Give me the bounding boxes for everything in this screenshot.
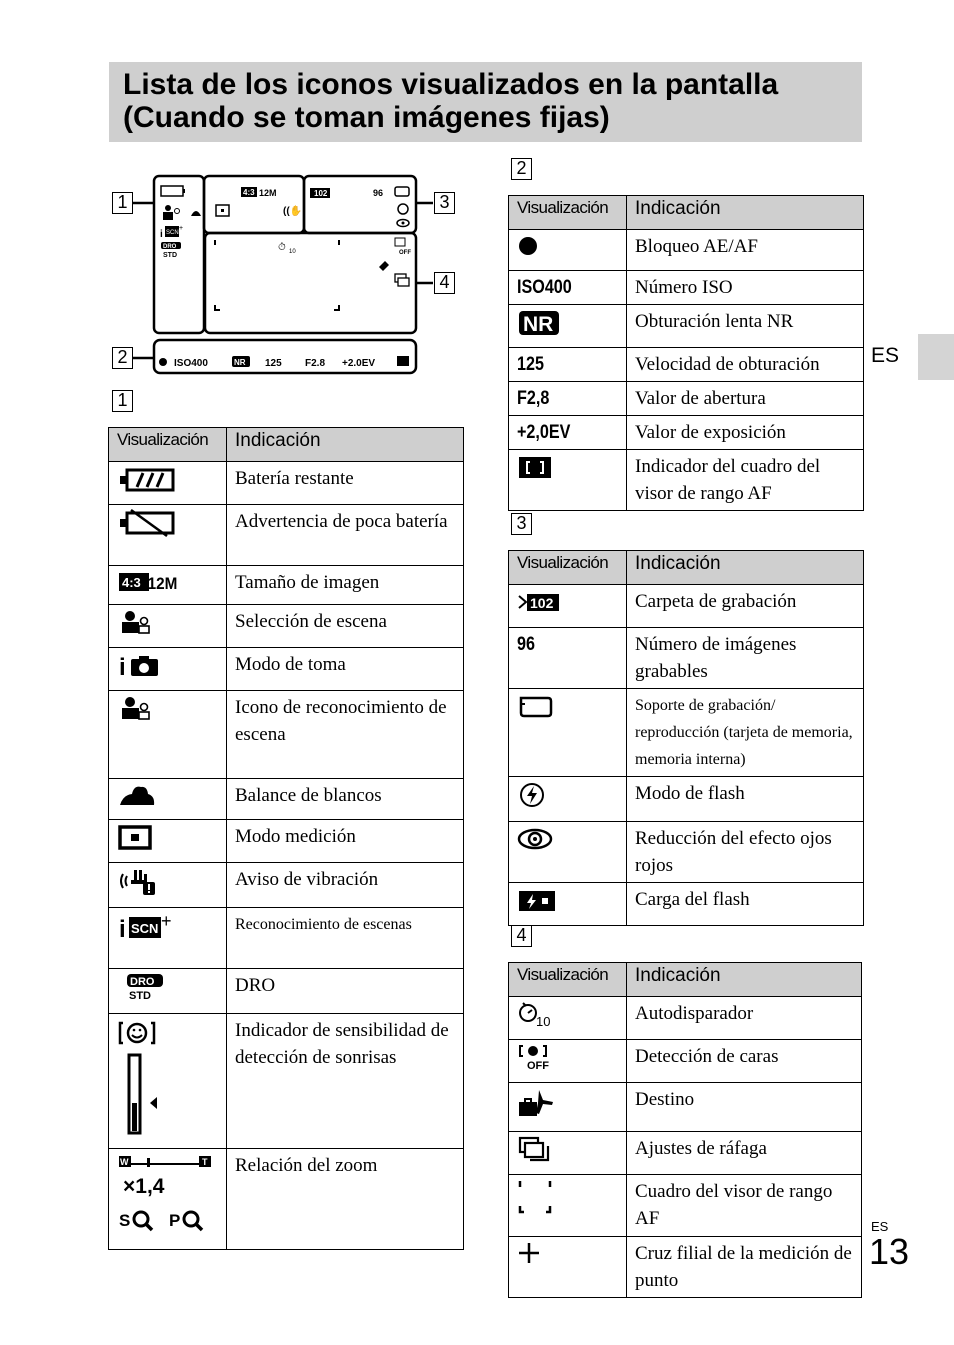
table-row <box>109 648 464 691</box>
svg-text:⏱: ⏱ <box>278 242 286 253</box>
table-row <box>509 1083 862 1132</box>
table-row <box>509 628 864 689</box>
indication-text: Reducción del efecto ojos rojos <box>627 822 864 883</box>
svg-text:102: 102 <box>314 189 328 198</box>
col-header-indication: Indicación <box>627 551 864 585</box>
section-label-2: 2 <box>511 158 532 180</box>
table-row <box>509 271 864 305</box>
dro-std-icon <box>117 972 167 1002</box>
indication-text: Aviso de vibración <box>227 863 464 908</box>
diagram-label-2: 2 <box>112 347 133 369</box>
svg-text:ISO400: ISO400 <box>174 358 208 369</box>
indication-text: Cruz filial de la medición de punto <box>627 1237 862 1298</box>
svg-text:+: + <box>161 911 172 931</box>
section-label-3: 3 <box>511 513 532 535</box>
indication-text: Indicador del cuadro del visor de rango AF <box>627 450 864 511</box>
indication-text: Autodisparador <box>627 997 862 1040</box>
svg-text:DRO: DRO <box>163 244 177 250</box>
side-tab <box>918 334 954 380</box>
battery-low-icon <box>117 508 177 538</box>
table-row <box>109 779 464 820</box>
red-eye-icon <box>517 825 561 853</box>
exposure-value: +2,0EV <box>517 422 571 443</box>
svg-text:i: i <box>119 654 126 679</box>
svg-text:i: i <box>160 229 163 240</box>
svg-text:T: T <box>202 1157 208 1167</box>
self-timer-icon <box>517 1000 561 1028</box>
scene-selection-icon <box>117 608 157 636</box>
svg-text:STD: STD <box>129 990 151 1002</box>
table-row <box>109 1014 464 1149</box>
table-row <box>509 883 864 926</box>
table-row <box>109 1149 464 1250</box>
aperture-value: F2,8 <box>517 388 550 409</box>
folder-icon <box>517 588 567 616</box>
svg-text:+: + <box>179 225 184 232</box>
svg-text:F2.8: F2.8 <box>305 358 326 369</box>
table-row <box>109 462 464 505</box>
white-balance-icon <box>117 782 157 808</box>
indication-text: Icono de reconocimiento de escena <box>227 691 464 779</box>
table-row <box>109 505 464 566</box>
svg-text:12M: 12M <box>259 188 277 198</box>
svg-text:W: W <box>120 1157 129 1167</box>
title-line-1: Lista de los iconos visualizados en la pantalla <box>123 68 779 101</box>
svg-text:SCN: SCN <box>166 230 179 236</box>
dot-icon <box>517 233 547 259</box>
burst-icon <box>517 1135 557 1163</box>
metering-icon <box>117 823 157 851</box>
diagram-label-3: 3 <box>434 192 455 214</box>
table-row <box>109 605 464 648</box>
svg-text:P: P <box>169 1211 181 1230</box>
indication-text: Modo medición <box>227 820 464 863</box>
indication-text: DRO <box>227 969 464 1014</box>
indication-text: Bloqueo AE/AF <box>627 230 864 271</box>
nr-icon <box>517 308 567 336</box>
indication-text: Obturación lenta NR <box>627 305 864 348</box>
flash-mode-icon <box>517 780 557 810</box>
page-title-bar <box>109 62 862 142</box>
indication-text: Carga del flash <box>627 883 864 926</box>
table-row <box>509 450 864 511</box>
indication-text: Valor de abertura <box>627 382 864 416</box>
table-row <box>509 416 864 450</box>
svg-text:10: 10 <box>536 1014 551 1028</box>
table-row <box>109 908 464 969</box>
table-section-4 <box>508 962 862 1298</box>
svg-text:OFF: OFF <box>527 1060 549 1071</box>
side-language-label: ES <box>871 344 900 367</box>
table-row <box>509 305 864 348</box>
table-row <box>109 969 464 1014</box>
table-section-1 <box>108 427 464 1250</box>
table-row <box>509 230 864 271</box>
col-header-display: Visualización <box>509 963 627 997</box>
indication-text: Ajustes de ráfaga <box>627 1132 862 1175</box>
af-frame-indicator-icon <box>517 453 557 481</box>
col-header-display: Visualización <box>509 196 627 230</box>
memory-media-icon <box>517 692 557 720</box>
diagram-label-4: 4 <box>434 272 455 294</box>
table-row <box>509 1040 862 1083</box>
intelligent-auto-icon <box>117 651 167 679</box>
af-frame-icon <box>517 1178 557 1218</box>
table-row <box>109 566 464 605</box>
indication-text: Soporte de grabación/ reproducción (tarjeta de memoria, memoria interna) <box>627 689 864 777</box>
footer-language: ES <box>871 1219 889 1234</box>
indication-text: Modo de flash <box>627 777 864 822</box>
indication-text: Detección de caras <box>627 1040 862 1083</box>
svg-text:i: i <box>119 916 126 941</box>
zoom-ratio-icon <box>117 1152 217 1238</box>
col-header-indication: Indicación <box>627 963 862 997</box>
iso-value: ISO400 <box>517 277 572 298</box>
svg-text:STD: STD <box>163 252 177 259</box>
indication-text: Batería restante <box>227 462 464 505</box>
camera-screen-diagram <box>133 170 433 380</box>
svg-text:((✋: ((✋ <box>283 206 303 217</box>
smile-sensitivity-icon <box>117 1017 177 1137</box>
svg-text:OFF: OFF <box>399 250 411 256</box>
svg-text:10: 10 <box>289 249 296 255</box>
table-row <box>509 1237 862 1298</box>
destination-icon <box>517 1086 561 1120</box>
indication-text: Balance de blancos <box>227 779 464 820</box>
col-header-display: Visualización <box>109 428 227 462</box>
table-row <box>509 689 864 777</box>
svg-text:DRO: DRO <box>130 976 155 988</box>
title-line-2: (Cuando se toman imágenes fijas) <box>123 101 610 134</box>
indication-text: Número ISO <box>627 271 864 305</box>
scene-recognition-icon <box>117 694 157 722</box>
battery-full-icon <box>117 465 177 493</box>
indication-text: Número de imágenes grabables <box>627 628 864 689</box>
iscn-plus-icon <box>117 911 177 941</box>
col-header-indication: Indicación <box>227 428 464 462</box>
table-row <box>509 1132 862 1175</box>
svg-text:NR: NR <box>523 313 554 336</box>
page-title <box>123 68 848 134</box>
col-header-display: Visualización <box>509 551 627 585</box>
shutter-value: 125 <box>517 354 544 375</box>
col-header-indication: Indicación <box>627 196 864 230</box>
table-row <box>509 822 864 883</box>
vibration-warning-icon <box>117 866 161 896</box>
svg-text:SCN: SCN <box>131 921 159 936</box>
indication-text: Indicador de sensibilidad de detección de sonrisas <box>227 1014 464 1149</box>
table-section-2 <box>508 195 864 511</box>
table-row <box>509 1175 862 1237</box>
indication-text: Reconocimiento de escenas <box>227 908 464 969</box>
svg-text:4:3: 4:3 <box>243 188 255 197</box>
table-row <box>109 820 464 863</box>
indication-text: Selección de escena <box>227 605 464 648</box>
svg-text:96: 96 <box>373 188 384 198</box>
image-count: 96 <box>517 634 535 655</box>
table-section-3 <box>508 550 864 926</box>
indication-text: Carpeta de grabación <box>627 585 864 628</box>
svg-text:102: 102 <box>530 595 554 611</box>
image-size-icon <box>117 569 187 593</box>
indication-text: Relación del zoom <box>227 1149 464 1250</box>
indication-text: Modo de toma <box>227 648 464 691</box>
table-row <box>509 585 864 628</box>
flash-charge-icon <box>517 886 561 914</box>
svg-text:125: 125 <box>265 358 282 369</box>
svg-text:+2.0EV: +2.0EV <box>342 358 376 369</box>
indication-text: Valor de exposición <box>627 416 864 450</box>
table-row <box>509 382 864 416</box>
table-row <box>509 777 864 822</box>
svg-text:4:3: 4:3 <box>122 575 141 590</box>
table-row <box>509 348 864 382</box>
indication-text: Tamaño de imagen <box>227 566 464 605</box>
section-label-4: 4 <box>511 925 532 947</box>
svg-text:NR: NR <box>234 358 246 367</box>
indication-text: Cuadro del visor de rango AF <box>627 1175 862 1237</box>
svg-text:12M: 12M <box>147 574 178 593</box>
table-row <box>509 997 862 1040</box>
svg-text:×1,4: ×1,4 <box>123 1175 165 1198</box>
table-row <box>109 691 464 779</box>
face-detection-off-icon <box>517 1043 561 1071</box>
spot-crosshair-icon <box>517 1240 547 1268</box>
section-label-1: 1 <box>112 390 133 412</box>
diagram-label-1: 1 <box>112 192 133 214</box>
indication-text: Velocidad de obturación <box>627 348 864 382</box>
indication-text: Advertencia de poca batería <box>227 505 464 566</box>
indication-text: Destino <box>627 1083 862 1132</box>
svg-text:S: S <box>119 1211 131 1230</box>
page-number: 13 <box>869 1231 910 1272</box>
table-row <box>109 863 464 908</box>
